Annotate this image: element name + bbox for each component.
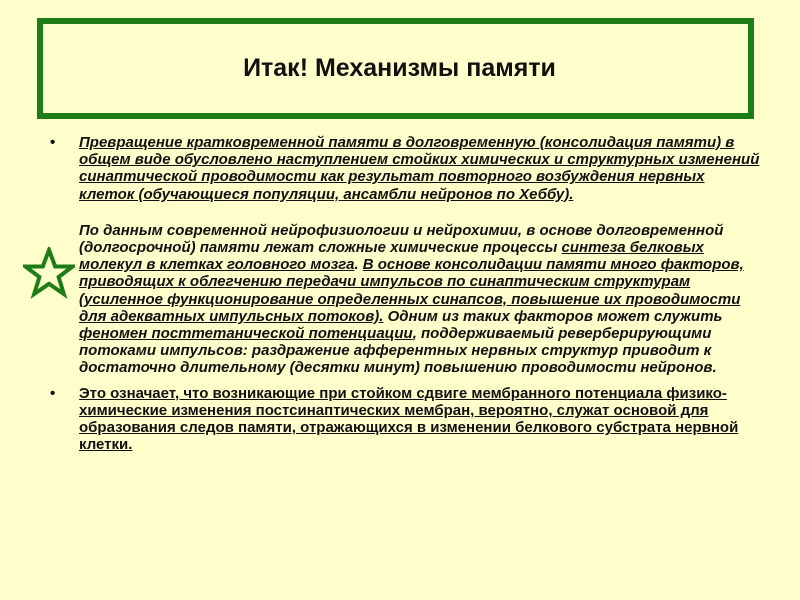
text-segment: .	[354, 256, 363, 274]
paragraph-neurochemistry	[79, 222, 760, 377]
text-segment: По данным современной нейрофизиологии и нейрохимии, в основе долговременной (долгосрочной) памяти лежат сложные химические процессы	[79, 221, 724, 257]
text-segment-underlined: феномен посттетанической потенциации	[79, 325, 413, 343]
text-segment-underlined: В основе консолидации памяти много факторов, приводящих к облегчению передачи импульсов по синаптическим структурам (усиленное функционирование определенных синапсов, повышение их проводимости для адекватных импульсных потоков).	[79, 256, 744, 325]
slide-content	[50, 134, 760, 453]
bullet-item	[50, 134, 760, 203]
bullet-marker: •	[50, 134, 56, 151]
text-segment: , поддерживаемый реверберирующими потоками импульсов: раздражение афферентных нервных структур приводит к достаточно длительному (десятки минут) повышению проводимости нейронов.	[79, 325, 717, 377]
slide-title: Итак! Механизмы памяти	[243, 54, 556, 82]
bullet-marker: •	[50, 384, 56, 402]
paragraph-conclusion: Это означает, что возникающие при стойком сдвиге мембранного потенциала физико-химические изменения постсинаптических мембран, вероятно, служат основой для образования следов памяти, отражающихся в изменении белкового субстрата нервной клетки.	[79, 384, 739, 454]
text-segment-underlined: синтеза белковых молекул в клетках головного мозга	[79, 239, 704, 274]
bullet-item	[50, 222, 760, 377]
bullet-item	[50, 385, 760, 454]
text-segment: Одним из таких факторов может служить	[383, 307, 723, 325]
title-box	[37, 18, 754, 119]
paragraph-consolidation: Превращение кратковременной памяти в долговременную (консолидация памяти) в общем виде обусловлено наступлением стойких химических и структурных изменений синаптической проводимости как результат повторного возбуждения нервных клеток (обучающиеся популяции, ансамбли нейронов по Хеббу).	[79, 134, 760, 203]
